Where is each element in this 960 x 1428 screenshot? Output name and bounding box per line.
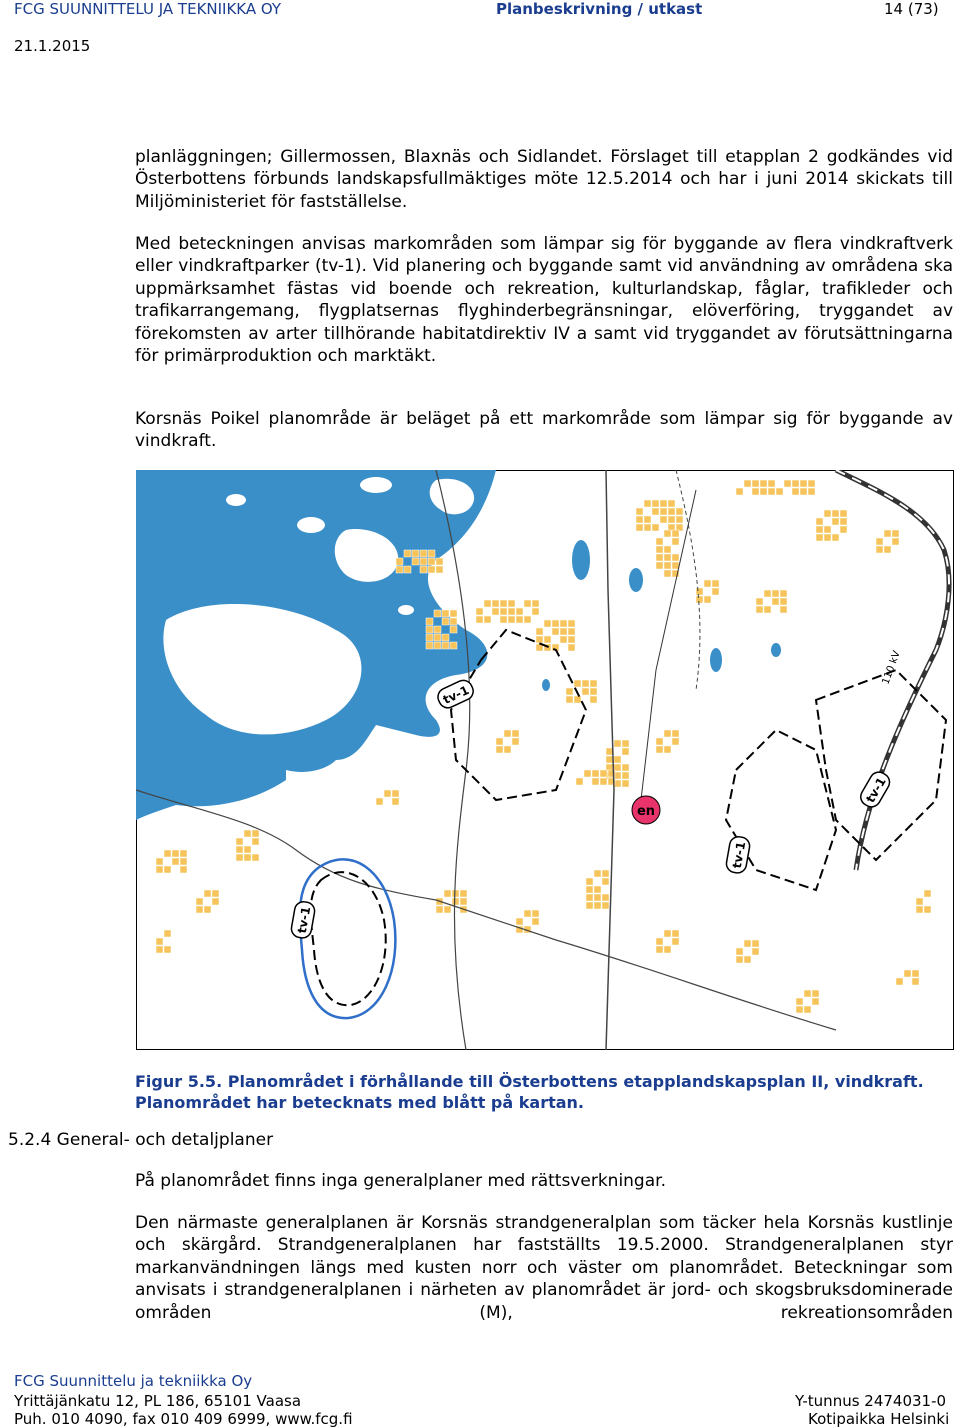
settlement-cell: [450, 626, 457, 633]
settlement-cell: [560, 620, 567, 627]
settlement-cell: [840, 510, 847, 517]
settlement-cell: [768, 480, 775, 487]
settlement-cell: [212, 898, 219, 905]
settlement-cell: [252, 830, 259, 837]
settlement-cell: [884, 530, 891, 537]
settlement-cell: [614, 756, 621, 763]
settlement-cell: [780, 606, 787, 613]
settlement-cell: [172, 850, 179, 857]
settlement-cell: [586, 878, 593, 885]
settlement-cell: [664, 554, 671, 561]
settlement-cell: [652, 508, 659, 515]
settlement-cell: [816, 518, 823, 525]
settlement-cell: [832, 518, 839, 525]
settlement-cell: [434, 642, 441, 649]
footer-business-id: Y-tunnus 2474031-0: [795, 1392, 947, 1410]
settlement-cell: [492, 600, 499, 607]
settlement-cell: [760, 488, 767, 495]
footer-contact: Puh. 010 4090, fax 010 409 6999, www.fcg.fi: [14, 1410, 353, 1428]
settlement-cell: [376, 798, 383, 805]
settlement-cell: [450, 618, 457, 625]
settlement-cell: [594, 902, 601, 909]
settlement-cell: [672, 938, 679, 945]
settlement-cell: [664, 930, 671, 937]
settlement-cell: [164, 850, 171, 857]
settlement-cell: [496, 738, 503, 745]
settlement-cell: [442, 642, 449, 649]
settlement-cell: [636, 516, 643, 523]
settlement-cell: [594, 886, 601, 893]
settlement-cell: [436, 566, 443, 573]
settlement-cell: [384, 790, 391, 797]
settlement-cell: [712, 580, 719, 587]
settlement-cell: [492, 608, 499, 615]
settlement-cell: [582, 688, 589, 695]
settlement-cell: [582, 680, 589, 687]
settlement-cell: [602, 902, 609, 909]
settlement-cell: [592, 778, 599, 785]
header-page-number: 14 (73): [884, 0, 939, 18]
settlement-cell: [244, 846, 251, 853]
settlement-cell: [516, 918, 523, 925]
settlement-cell: [622, 740, 629, 747]
section-heading: 5.2.4 General- och detaljplaner: [8, 1130, 274, 1150]
settlement-cell: [476, 616, 483, 623]
settlement-cell: [644, 524, 651, 531]
settlement-cell: [392, 798, 399, 805]
settlement-cell: [912, 970, 919, 977]
settlement-cell: [508, 616, 515, 623]
settlement-cell: [656, 738, 663, 745]
settlement-cell: [500, 608, 507, 615]
footer-domicile: Kotipaikka Helsinki: [808, 1410, 950, 1428]
settlement-cell: [442, 634, 449, 641]
settlement-cell: [656, 746, 663, 753]
settlement-cell: [832, 534, 839, 541]
settlement-cell: [764, 606, 771, 613]
footer-company: FCG Suunnittelu ja tekniikka Oy: [14, 1372, 253, 1390]
settlement-cell: [204, 906, 211, 913]
settlement-cell: [792, 480, 799, 487]
settlement-cell: [812, 990, 819, 997]
settlement-cell: [636, 524, 643, 531]
settlement-cell: [912, 978, 919, 985]
settlement-cell: [660, 508, 667, 515]
settlement-cell: [904, 970, 911, 977]
settlement-cell: [600, 770, 607, 777]
settlement-cell: [644, 516, 651, 523]
settlement-cell: [672, 538, 679, 545]
settlement-cell: [532, 918, 539, 925]
tv1-label-center: tv-1: [440, 682, 472, 708]
settlement-cell: [672, 530, 679, 537]
settlement-cell: [396, 558, 403, 565]
settlement-cell: [392, 790, 399, 797]
settlement-cell: [636, 508, 643, 515]
settlement-cell: [404, 566, 411, 573]
settlement-cell: [164, 946, 171, 953]
settlement-cell: [524, 616, 531, 623]
settlement-cell: [664, 570, 671, 577]
settlement-cell: [840, 518, 847, 525]
settlement-cell: [884, 546, 891, 553]
settlement-cell: [156, 946, 163, 953]
settlement-cell: [668, 508, 675, 515]
settlement-cell: [672, 930, 679, 937]
settlement-cell: [896, 978, 903, 985]
settlement-cell: [584, 770, 591, 777]
settlement-cell: [892, 530, 899, 537]
settlement-cell: [736, 488, 743, 495]
settlement-cell: [664, 746, 671, 753]
settlement-cell: [800, 480, 807, 487]
tv1-label-south-east: tv-1: [729, 840, 749, 870]
settlement-cell: [672, 730, 679, 737]
settlement-cell: [590, 688, 597, 695]
settlement-cell: [656, 562, 663, 569]
settlement-cell: [536, 628, 543, 635]
settlement-cell: [664, 530, 671, 537]
settlement-cell: [744, 480, 751, 487]
settlement-cell: [600, 778, 607, 785]
settlement-cell: [712, 588, 719, 595]
settlement-cell: [606, 748, 613, 755]
paragraph-korsnas-poikel: Korsnäs Poikel planområde är beläget på ett markområde som lämpar sig för byggande av vindkraft.: [135, 409, 953, 452]
settlement-cell: [172, 858, 179, 865]
figure-caption: Figur 5.5. Planområdet i förhållande till Österbottens etapplandskapsplan II, vindkraft. Planområdet har betecknats med blått på kartan.: [135, 1072, 924, 1112]
settlement-cell: [756, 606, 763, 613]
settlement-cell: [622, 764, 629, 771]
settlement-cell: [428, 550, 435, 557]
settlement-cell: [752, 480, 759, 487]
settlement-cell: [412, 558, 419, 565]
settlement-cell: [500, 600, 507, 607]
settlement-cell: [180, 850, 187, 857]
settlement-cell: [676, 516, 683, 523]
settlement-cell: [656, 938, 663, 945]
settlement-cell: [652, 524, 659, 531]
settlement-cell: [396, 566, 403, 573]
settlement-cell: [156, 866, 163, 873]
settlement-cell: [544, 620, 551, 627]
settlement-cell: [812, 998, 819, 1005]
settlement-cell: [764, 590, 771, 597]
settlement-cell: [236, 838, 243, 845]
settlement-cell: [404, 550, 411, 557]
settlement-cell: [592, 770, 599, 777]
settlement-cell: [412, 550, 419, 557]
tv1-label-east: tv-1: [863, 774, 889, 806]
settlement-cell: [236, 854, 243, 861]
settlement-cell: [796, 998, 803, 1005]
settlement-cell: [212, 890, 219, 897]
settlement-cell: [544, 636, 551, 643]
settlement-cell: [664, 562, 671, 569]
settlement-cell: [516, 616, 523, 623]
settlement-cell: [660, 500, 667, 507]
settlement-cell: [756, 598, 763, 605]
settlement-cell: [512, 738, 519, 745]
settlement-cell: [744, 940, 751, 947]
settlement-cell: [428, 566, 435, 573]
settlement-cell: [808, 480, 815, 487]
settlement-cell: [668, 500, 675, 507]
settlement-cell: [816, 526, 823, 533]
settlement-cell: [672, 738, 679, 745]
paragraph-no-generalplan: På planområdet finns inga generalplaner med rättsverkningar.: [135, 1171, 666, 1191]
settlement-cell: [244, 854, 251, 861]
settlement-cell: [676, 508, 683, 515]
settlement-cell: [602, 878, 609, 885]
paragraph-etapplan: planläggningen; Gillermossen, Blaxnäs och Sidlandet. Förslaget till etapplan 2 godkändes vid Österbottens förbunds landskapsfullmäktiges möte 12.5.2014 och har i juni 2014 skickats till Miljöministeriet för fastställelse.: [135, 147, 953, 212]
settlement-cell: [434, 626, 441, 633]
settlement-cell: [476, 608, 483, 615]
paragraph-tv1-definition: Med beteckningen anvisas markområden som lämpar sig för byggande av flera vindkraftverk eller vindkraftparker (tv-1). Vid planering och byggande samt vid användning av områdena ska uppmärksamhet fästas vid boende och rekreation, kulturlandskap, fåglar, trafikleder och trafikarrangemang, flygplatsernas flyghinderbegränsningar, elöverföring, tryggandet av förekomsten av arter tillhörande habitatdirektiv IV a samt vid tryggandet av förutsättningarna för primärproduktion och marktäkt.: [135, 234, 953, 367]
settlement-cell: [622, 780, 629, 787]
settlement-cell: [460, 898, 467, 905]
header-doc-title: Planbeskrivning / utkast: [496, 0, 703, 18]
settlement-cell: [426, 634, 433, 641]
settlement-cell: [532, 600, 539, 607]
settlement-cell: [752, 940, 759, 947]
settlement-cell: [568, 636, 575, 643]
settlement-cell: [816, 534, 823, 541]
settlement-cell: [500, 616, 507, 623]
settlement-cell: [672, 554, 679, 561]
settlement-cell: [840, 526, 847, 533]
settlement-cell: [696, 596, 703, 603]
settlement-cell: [656, 554, 663, 561]
settlement-cell: [590, 696, 597, 703]
settlement-cell: [156, 858, 163, 865]
settlement-cell: [444, 906, 451, 913]
settlement-cell: [196, 906, 203, 913]
settlement-cell: [796, 1006, 803, 1013]
settlement-cell: [508, 608, 515, 615]
settlement-cell: [824, 526, 831, 533]
settlement-cell: [428, 558, 435, 565]
settlement-cell: [180, 858, 187, 865]
settlement-cell: [574, 696, 581, 703]
settlement-cell: [532, 910, 539, 917]
settlement-cell: [180, 866, 187, 873]
settlement-cell: [504, 746, 511, 753]
settlement-cell: [800, 488, 807, 495]
header-company: FCG SUUNNITTELU JA TEKNIIKKA OY: [14, 0, 282, 18]
settlement-cell: [602, 870, 609, 877]
settlement-cell: [594, 894, 601, 901]
settlement-cell: [568, 644, 575, 651]
settlement-cell: [452, 890, 459, 897]
settlement-cell: [668, 516, 675, 523]
settlement-cell: [664, 946, 671, 953]
tv1-label-plan-area: tv-1: [294, 905, 314, 935]
settlement-cell: [586, 894, 593, 901]
settlement-cell: [808, 488, 815, 495]
settlement-cell: [420, 558, 427, 565]
settlement-cell: [496, 746, 503, 753]
settlement-cell: [602, 894, 609, 901]
settlement-cell: [736, 948, 743, 955]
settlement-cell: [768, 488, 775, 495]
settlement-cell: [672, 562, 679, 569]
settlement-cell: [892, 538, 899, 545]
settlement-cell: [696, 588, 703, 595]
settlement-cell: [590, 680, 597, 687]
settlement-cell: [566, 688, 573, 695]
en-label: en: [636, 804, 656, 819]
settlement-cell: [924, 890, 931, 897]
landscape-plan-map: [136, 470, 954, 1050]
settlement-cell: [704, 580, 711, 587]
settlement-cell: [156, 938, 163, 945]
settlement-cell: [752, 948, 759, 955]
settlement-cell: [760, 480, 767, 487]
settlement-cell: [660, 516, 667, 523]
settlement-cell: [772, 598, 779, 605]
settlement-cell: [594, 870, 601, 877]
settlement-cell: [776, 488, 783, 495]
settlement-cell: [752, 488, 759, 495]
settlement-cell: [252, 838, 259, 845]
settlement-cell: [656, 538, 663, 545]
settlement-cell: [426, 642, 433, 649]
settlement-cell: [656, 946, 663, 953]
settlement-cell: [876, 546, 883, 553]
settlement-cell: [426, 626, 433, 633]
settlement-cell: [566, 696, 573, 703]
settlement-cell: [664, 546, 671, 553]
settlement-cell: [484, 616, 491, 623]
settlement-cell: [780, 598, 787, 605]
settlement-cell: [452, 898, 459, 905]
settlement-cell: [824, 534, 831, 541]
settlement-cell: [460, 890, 467, 897]
settlement-cell: [204, 890, 211, 897]
header-date: 21.1.2015: [14, 37, 91, 55]
settlement-cell: [664, 730, 671, 737]
settlement-cell: [576, 778, 583, 785]
settlement-cell: [508, 600, 515, 607]
settlement-cell: [436, 906, 443, 913]
settlement-cell: [504, 730, 511, 737]
settlement-cell: [784, 480, 791, 487]
settlement-cell: [644, 500, 651, 507]
settlement-cell: [434, 634, 441, 641]
settlement-cell: [568, 620, 575, 627]
settlement-cell: [568, 628, 575, 635]
settlement-cell: [560, 628, 567, 635]
settlement-cell: [832, 510, 839, 517]
settlement-cell: [736, 956, 743, 963]
settlement-cell: [574, 680, 581, 687]
settlement-cell: [552, 628, 559, 635]
settlement-cell: [164, 866, 171, 873]
settlement-cell: [442, 618, 449, 625]
settlement-cell: [436, 558, 443, 565]
settlement-cell: [622, 748, 629, 755]
settlement-cell: [916, 906, 923, 913]
settlement-cell: [656, 546, 663, 553]
settlement-cell: [704, 596, 711, 603]
settlement-cell: [484, 600, 491, 607]
settlement-cell: [560, 636, 567, 643]
settlement-cell: [614, 740, 621, 747]
settlement-cell: [804, 1006, 811, 1013]
settlement-cell: [586, 886, 593, 893]
settlement-cell: [622, 772, 629, 779]
footer-address: Yrittäjänkatu 12, PL 186, 65101 Vaasa: [14, 1392, 302, 1410]
settlement-cell: [606, 756, 613, 763]
paragraph-strandgeneralplan: Den närmaste generalplanen är Korsnäs strandgeneralplan som täcker hela Korsnäs kustlinje och skärgård. Strandgeneralplanen har fastställts 19.5.2000. Strandgeneralplanen styr markanvändningen längs med kusten norr och väster om planområdet. Beteckningar som anvisats i strandgeneralplanen i närheten av planområdet är jord- och skogsbruksdominerade områden (M), rekreationsområden: [135, 1213, 953, 1323]
settlement-cell: [792, 488, 799, 495]
settlement-cell: [434, 610, 441, 617]
settlement-cell: [652, 500, 659, 507]
settlement-cell: [450, 610, 457, 617]
settlement-cell: [824, 510, 831, 517]
settlement-cell: [444, 890, 451, 897]
settlement-cell: [450, 642, 457, 649]
settlement-cell: [524, 910, 531, 917]
settlement-cell: [196, 898, 203, 905]
settlement-cell: [420, 566, 427, 573]
settlement-cell: [536, 636, 543, 643]
settlement-cell: [426, 618, 433, 625]
settlement-cell: [244, 830, 251, 837]
power-line-label: 110 kV: [880, 649, 903, 687]
settlement-cell: [420, 550, 427, 557]
settlement-cell: [876, 538, 883, 545]
settlement-cell: [586, 902, 593, 909]
settlement-cell: [164, 930, 171, 937]
settlement-cell: [780, 590, 787, 597]
settlement-cell: [916, 898, 923, 905]
settlement-cell: [512, 730, 519, 737]
settlement-cell: [804, 990, 811, 997]
settlement-cell: [744, 956, 751, 963]
settlement-cell: [924, 906, 931, 913]
settlement-cell: [532, 608, 539, 615]
settlement-cell: [252, 854, 259, 861]
settlement-cell: [524, 600, 531, 607]
settlement-cell: [516, 608, 523, 615]
settlement-cell: [772, 590, 779, 597]
settlement-cell: [442, 610, 449, 617]
settlement-cell: [236, 846, 243, 853]
settlement-cell: [552, 620, 559, 627]
